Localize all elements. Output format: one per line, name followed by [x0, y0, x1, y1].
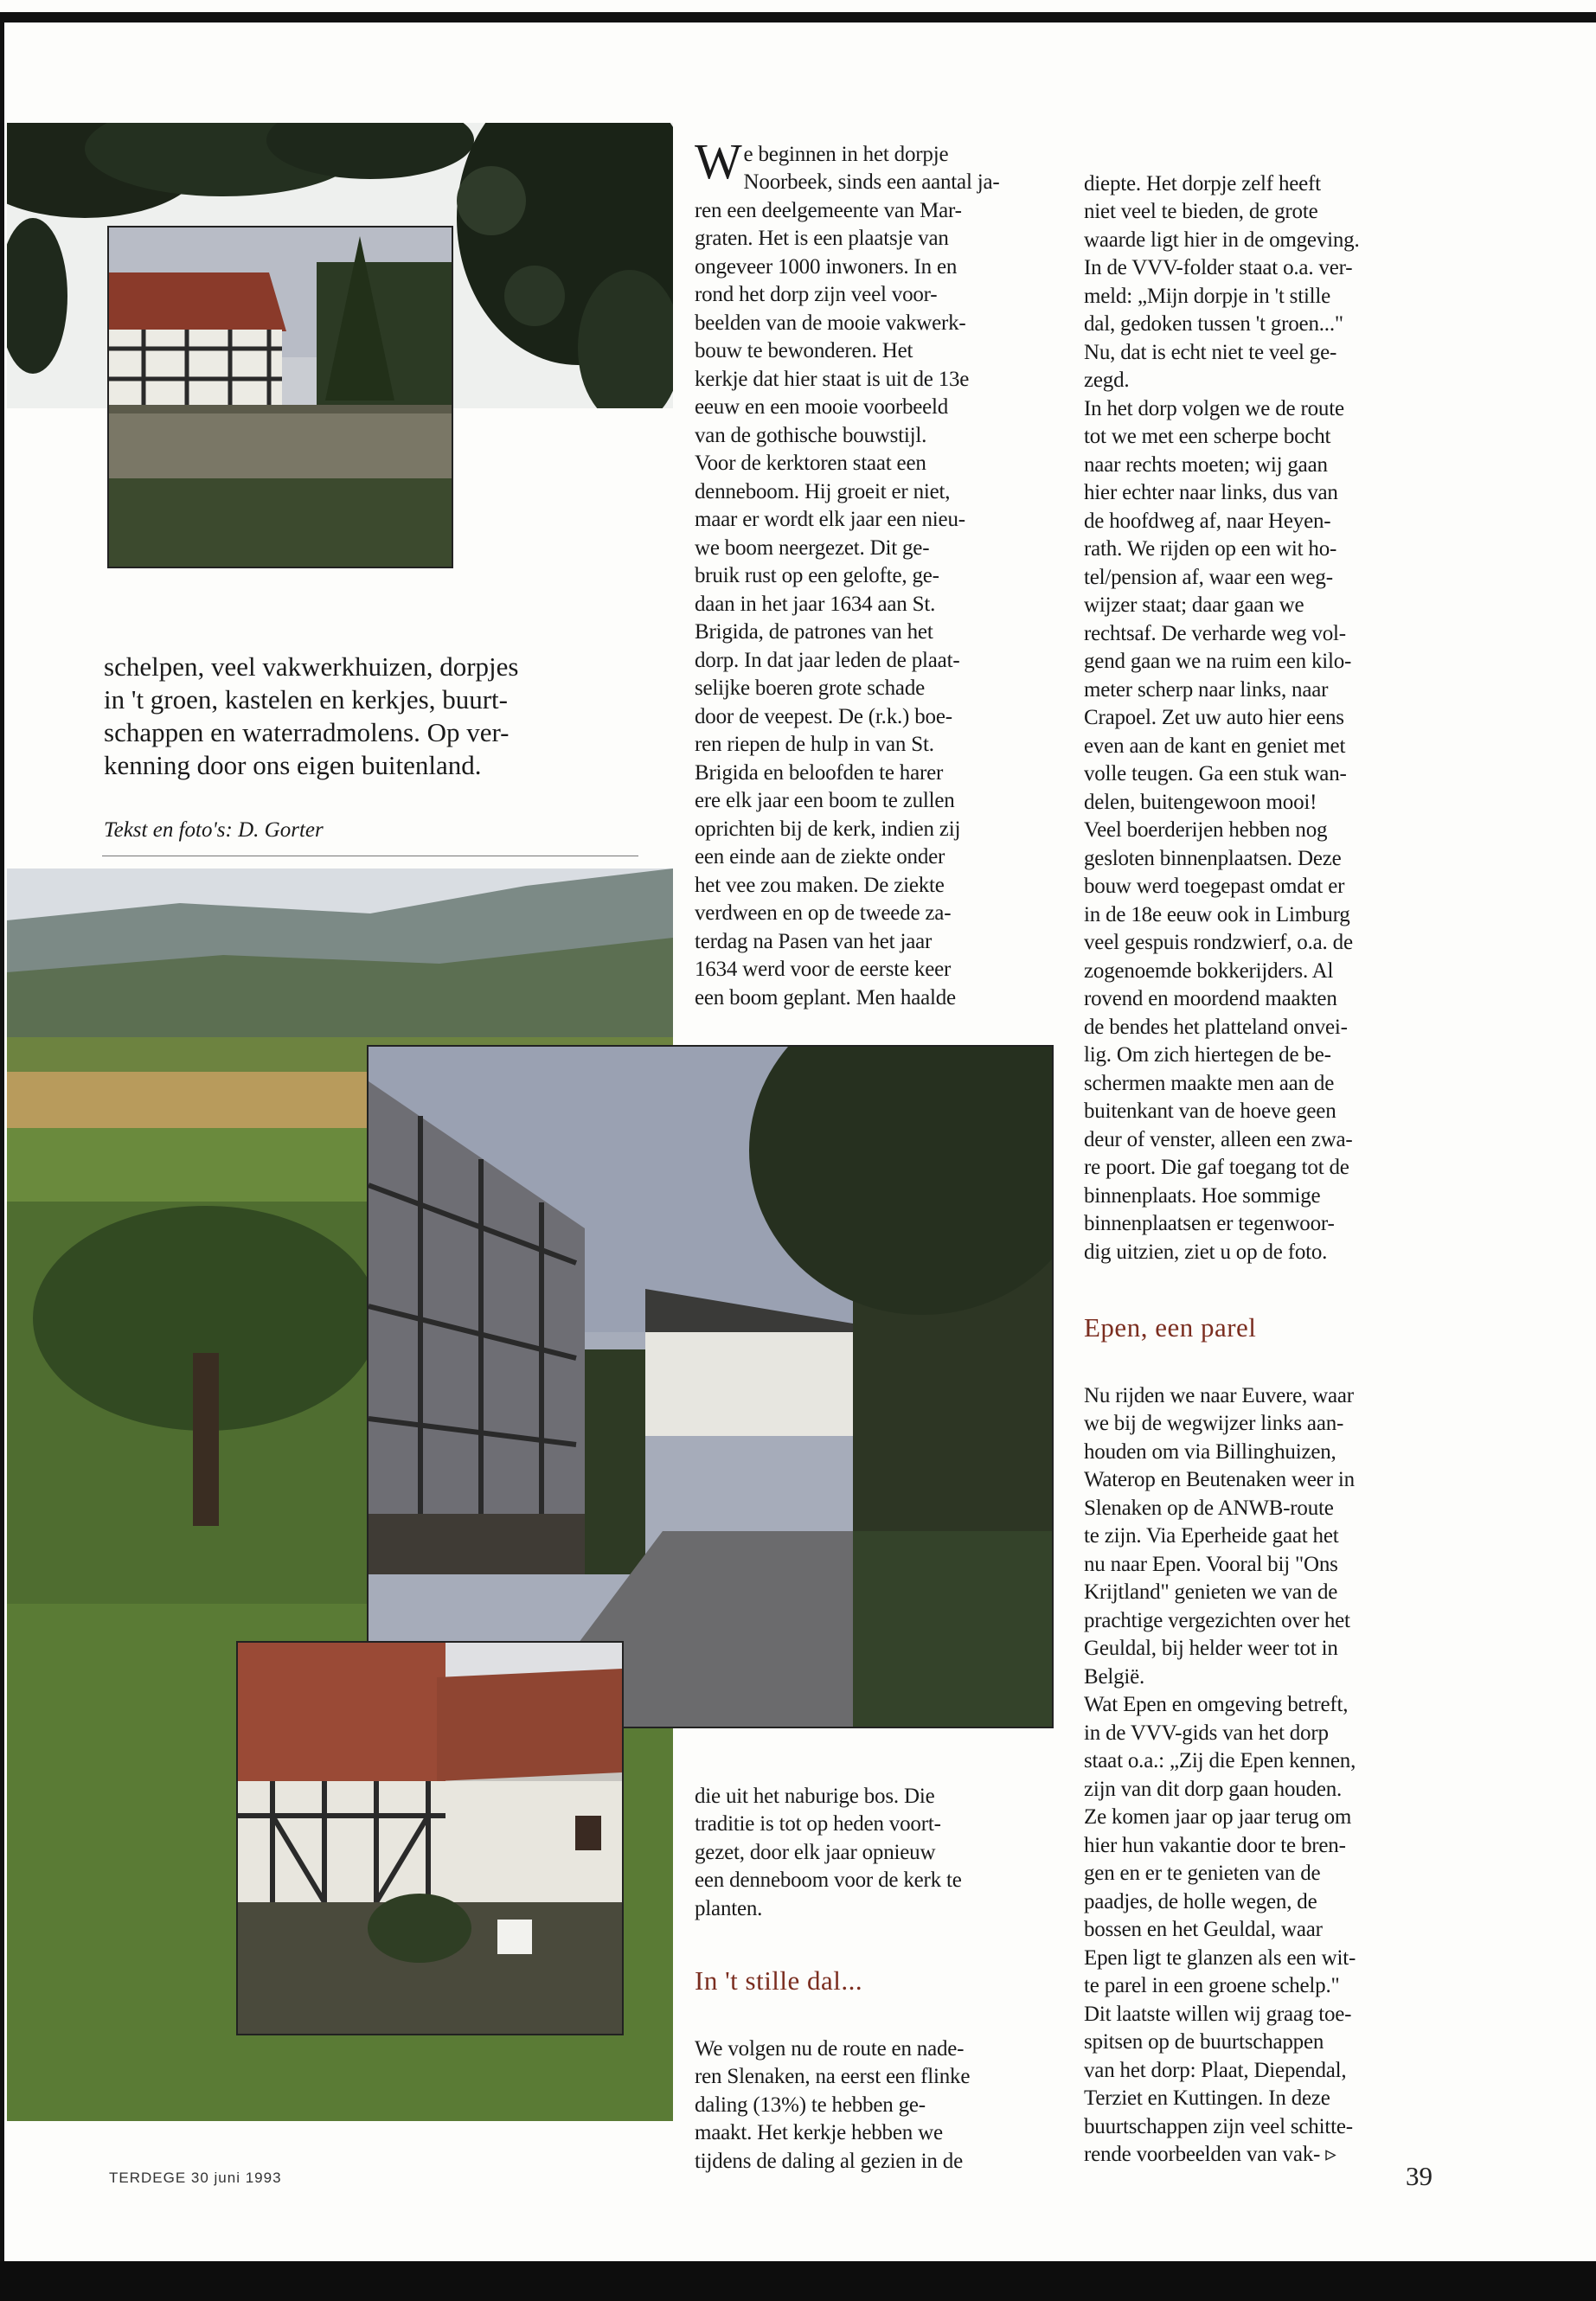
page-number: 39 — [1406, 2161, 1433, 2191]
column-middle-bottom-text-2: We volgen nu de route en nade- ren Slenaken, na eerst een flinke daling (13%) te hebben ge- maakt. Het kerkje hebben we tijdens de daling al gezien in de — [695, 2036, 971, 2173]
article-column-middle-bottom — [695, 1754, 1067, 2204]
top-border — [0, 12, 1596, 22]
column-right-text-2: Nu rijden we naar Euvere, waar we bij de wegwijzer links aan- houden om via Billinghuizen, Waterop en Beutenaken weer in Slenaken op de ANWB-route te zijn. Via Eperheide gaat het nu naar Epen. Vooral bij "Ons Krijtland" genieten we van de prachtige vergezichten over het Geuldal, bij helder weer tot in België. Wat Epen en omgeving betreft, in de VVV-gids van het dorp staat o.a.: „Zij die Epen kennen, zijn van dit dorp gaan houden. Ze komen jaar op jaar terug om hier hun vakantie door te bren- gen en er te genieten van de paadjes, de holle wegen, de bossen en het Geuldal, waar Epen ligt te glanzen als een wit- te parel in een groene schelp." Dit laatste willen wij graag toe- spitsen op de buurtschappen van het dorp: Plaat, Diependal, Terziet en Kuttingen. In deze buurtschappen zijn veel schitte- rende voorbeelden van vak- ▹ — [1084, 1383, 1356, 2166]
bottom-border — [0, 2261, 1596, 2301]
column-middle-top-text: e beginnen in het dorpje Noorbeek, sinds een aantal ja- ren een deelgemeente van Mar- graten. Het is een plaatsje van ongeveer 1000 inwoners. In en rond het dorp zijn veel voor- beelden van de mooie vakwerk- bouw te bewonderen. Het kerkje dat hier staat is uit de 13e eeuw en een mooie voorbeeld van de gothische bouwstijl. Voor de kerktoren staat een denneboom. Hij groeit er niet, maar er wordt elk jaar een nieu- we boom neergezet. Dit ge- bruik rust op een gelofte, ge- daan in het jaar 1634 aan St. Brigida, de patrones van het dorp. In dat jaar leden de plaat- selijke boeren grote schade door de veepest. De (r.k.) boe- ren riepen de hulp in van St. Brigida en beloofden te harer ere elk jaar een boom te zullen oprichten bij de kerk, indien zij een einde aan de ziekte onder het vee zou maken. De ziekte verdween en op de tweede za- terdag na Pasen van het jaar 1634 werd voor de eerste keer een boom geplant. Men haalde — [695, 142, 1000, 1009]
farm-courtyard-photo — [236, 1641, 624, 2035]
section-heading-epen: Epen, een parel — [1084, 1311, 1257, 1343]
column-right-text: diepte. Het dorpje zelf heeft niet veel te bieden, de grote waarde ligt hier in de omgeving. In de VVV-folder staat o.a. ver- meld: „Mijn dorpje in 't stille dal, gedoken tussen 't groen..." Nu, dat is echt niet te veel ge- zegd. In het dorp volgen we de route tot we met een scherpe bocht naar rechts moeten; wij gaan hier echter naar links, dus van de hoofdweg af, naar Heyen- rath. We rijden op een wit ho- tel/pension af, waar een weg- wijzer staat; daar gaan we rechtsaf. De verharde weg vol- gend gaan we na ruim een kilo- meter scherp naar links, naar Crapoel. Zet uw auto hier eens even aan de kant en geniet met volle teugen. Ga een stuk wan- delen, buitengewoon mooi! Veel boerderijen hebben nog gesloten binnenplaatsen. Deze bouw werd toegepast omdat er in de 18e eeuw ook in Limburg veel gespuis rondzwierf, o.a. de zogenoemde bokkerijders. Al rovend en moordend maakten de bendes het platteland onvei- lig. Om zich hiertegen de be- schermen maakte men aan de buitenkant van de hoeve geen deur of venster, alleen een zwa- re poort. Die gaf toegang tot de binnenplaats. Hoe sommige binnenplaatsen er tegenwoor- dig uitzien, ziet u op de foto. — [1084, 171, 1360, 1264]
section-heading-stille-dal: In 't stille dal... — [695, 1965, 863, 1996]
drop-cap: W — [695, 132, 742, 189]
village-street-photo — [367, 1045, 1054, 1728]
triangle-arrow-icon: ▹ — [1325, 2143, 1336, 2166]
article-column-middle-top — [695, 112, 1067, 1012]
intro-text: schelpen, veel vakwerkhuizen, dorpjes in 't groen, kastelen en kerkjes, buurt- schappen en waterradmolens. Op ver- kenning door ons eigen buitenland. — [104, 651, 519, 780]
column-middle-bottom-text: die uit het naburige bos. Die traditie is tot op heden voort- gezet, door elk jaar opnieuw een denneboom voor de kerk te planten. — [695, 1784, 962, 1920]
footer-publication: TERDEGE 30 juni 1993 — [109, 2170, 282, 2186]
half-timbered-house-photo — [107, 226, 453, 568]
byline: Tekst en foto's: D. Gorter — [104, 818, 324, 842]
left-border — [0, 12, 4, 2266]
article-column-right — [1084, 142, 1456, 2197]
